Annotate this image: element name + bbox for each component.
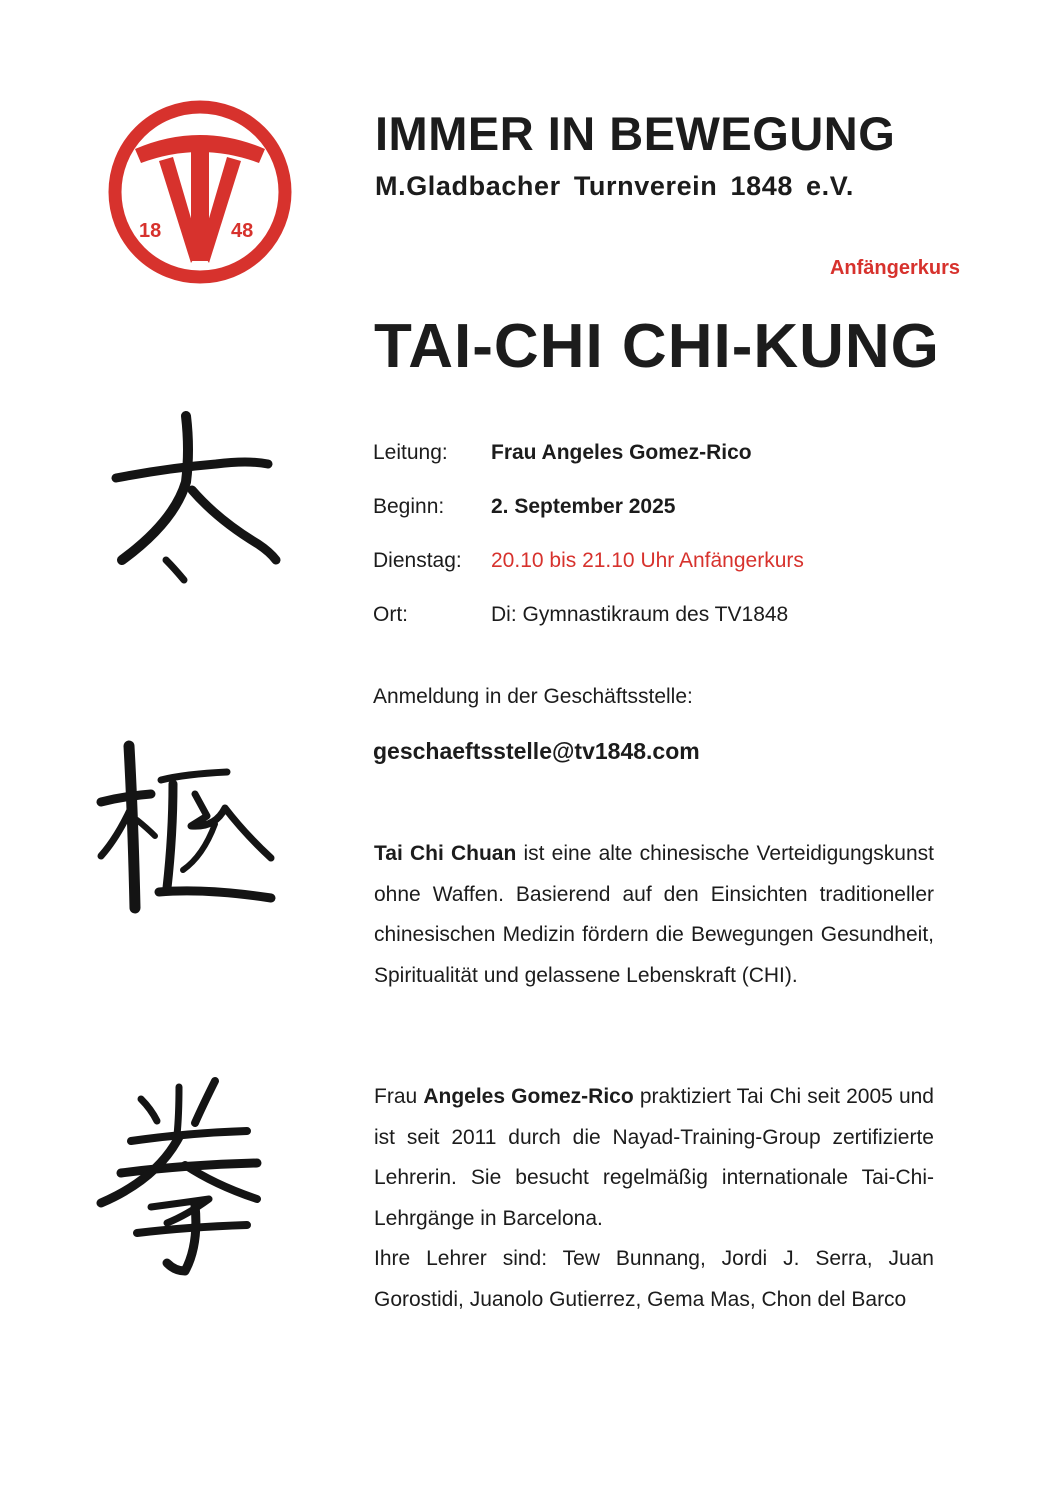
instructor-paragraph: [374, 1077, 934, 1320]
beginn-value: 2. September 2025: [491, 495, 676, 518]
instructor-teachers: Ihre Lehrer sind: Tew Bunnang, Jordi J. Serra, Juan Gorostidi, Juanolo Gutierrez, Gema Mas, Chon del Barco: [374, 1247, 934, 1311]
instructor-text: praktiziert Tai Chi seit 2005 und ist seit 2011 durch die Nayad-Training-Group zertifizierte Lehrerin. Sie besucht regelmäßig internationale Tai-Chi-Lehrgänge in Barcelona.: [374, 1085, 934, 1230]
calligraphy-quan: [97, 1075, 262, 1275]
leitung-label: Leitung:: [373, 441, 448, 464]
info-row-dienstag: [373, 549, 804, 573]
dienstag-label: Dienstag:: [373, 549, 462, 572]
leitung-value: Frau Angeles Gomez-Rico: [491, 441, 752, 464]
tv1848-logo: [107, 99, 293, 285]
calligraphy-tai: [108, 410, 280, 580]
page-title: TAI-CHI CHI-KUNG: [374, 312, 940, 381]
ort-value: Di: Gymnastikraum des TV1848: [491, 603, 789, 626]
registration-label: Anmeldung in der Geschäftsstelle:: [373, 685, 693, 708]
info-row-ort: [373, 603, 788, 627]
course-tag: Anfängerkurs: [829, 257, 960, 279]
instructor-name: Angeles Gomez-Rico: [423, 1085, 634, 1108]
ort-label: Ort:: [373, 603, 408, 626]
description-text: ist eine alte chinesische Verteidigungskunst ohne Waffen. Basierend auf den Einsichten traditioneller chinesischen Medizin fördern die Bewegungen Gesundheit, Spiritualität und gelassene Lebenskraft (CHI).: [374, 842, 934, 987]
description-paragraph: [374, 834, 934, 996]
info-row-leitung: [373, 441, 752, 465]
dienstag-value: 20.10 bis 21.10 Uhr Anfängerkurs: [491, 549, 804, 572]
instructor-prefix: Frau: [374, 1085, 424, 1108]
logo-year-left: 18: [139, 220, 162, 242]
club-name: M.Gladbacher Turnverein 1848 e.V.: [375, 171, 854, 201]
info-row-beginn: [373, 495, 675, 519]
beginn-label: Beginn:: [373, 495, 445, 518]
registration-email[interactable]: geschaeftsstelle@tv1848.com: [373, 738, 700, 764]
headline: IMMER IN BEWEGUNG: [375, 107, 896, 160]
logo-year-right: 48: [231, 220, 254, 242]
calligraphy-ji: [95, 738, 277, 913]
description-lead: Tai Chi Chuan: [374, 842, 517, 865]
